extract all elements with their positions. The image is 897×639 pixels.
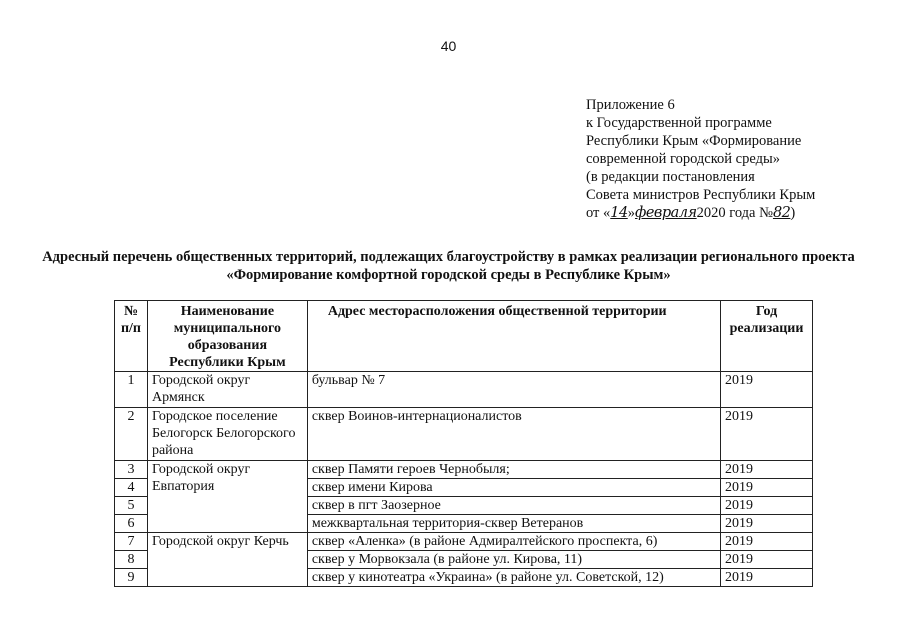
row-num: 5 xyxy=(115,497,148,515)
handwritten-number: 82 xyxy=(772,205,791,221)
row-year: 2019 xyxy=(721,515,813,533)
row-num: 1 xyxy=(115,372,148,408)
appendix-line: Совета министров Республики Крым xyxy=(586,187,816,203)
territories-table xyxy=(114,300,813,587)
header-municipality: Наименование муниципального образования Республики Крым xyxy=(147,301,307,372)
table-row xyxy=(115,408,813,461)
row-num: 8 xyxy=(115,551,148,569)
row-address: межквартальная территория-сквер Ветеранов xyxy=(307,515,720,533)
row-num: 4 xyxy=(115,479,148,497)
row-num: 3 xyxy=(115,461,148,479)
row-year: 2019 xyxy=(721,479,813,497)
row-address: сквер Воинов-интернационалистов xyxy=(307,408,720,461)
appendix-line: (в редакции постановления xyxy=(586,169,755,185)
document-title: Адресный перечень общественных территорий, подлежащих благоустройству в рамках реализации регионального проекта «Формирование комфортной городской среды в Республике Крым» xyxy=(42,249,855,283)
header-address: Адрес месторасположения общественной территории xyxy=(307,301,720,372)
handwritten-month: февраля xyxy=(634,205,697,221)
row-address: бульвар № 7 xyxy=(307,372,720,408)
date-year: 2020 года № xyxy=(696,205,773,221)
row-num: 9 xyxy=(115,569,148,587)
row-address: сквер имени Кирова xyxy=(307,479,720,497)
table-row xyxy=(115,461,813,479)
row-address: сквер Памяти героев Чернобыля; xyxy=(307,461,720,479)
date-day-close: » xyxy=(627,205,635,221)
appendix-date-line xyxy=(586,204,886,222)
row-year: 2019 xyxy=(721,372,813,408)
appendix-line: Приложение 6 xyxy=(586,97,675,113)
row-year: 2019 xyxy=(721,408,813,461)
row-municipality: Городской округ Армянск xyxy=(147,372,307,408)
header-num: № п/п xyxy=(115,301,148,372)
row-municipality: Городской округ Евпатория xyxy=(147,461,307,533)
appendix-line: к Государственной программе xyxy=(586,115,772,131)
row-year: 2019 xyxy=(721,551,813,569)
table-row xyxy=(115,533,813,551)
row-address: сквер у кинотеатра «Украина» (в районе ул. Советской, 12) xyxy=(307,569,720,587)
table-row xyxy=(115,372,813,408)
row-address: сквер «Аленка» (в районе Адмиралтейского проспекта, 6) xyxy=(307,533,720,551)
header-year: Год реализации xyxy=(721,301,813,372)
handwritten-day: 14 xyxy=(610,205,628,221)
row-num: 7 xyxy=(115,533,148,551)
row-num: 6 xyxy=(115,515,148,533)
appendix-line: современной городской среды» xyxy=(586,151,780,167)
date-prefix: от « xyxy=(586,205,611,221)
table-header-row xyxy=(115,301,813,372)
row-num: 2 xyxy=(115,408,148,461)
appendix-line: Республики Крым «Формирование xyxy=(586,133,802,149)
row-municipality: Городской округ Керчь xyxy=(147,533,307,587)
closing-paren: ) xyxy=(790,205,796,221)
page-number: 40 xyxy=(440,38,457,54)
row-address: сквер у Морвокзала (в районе ул. Кирова, 11) xyxy=(307,551,720,569)
appendix-block xyxy=(586,96,886,222)
row-year: 2019 xyxy=(721,461,813,479)
row-year: 2019 xyxy=(721,569,813,587)
row-municipality: Городское поселение Белогорск Белогорского района xyxy=(147,408,307,461)
row-address: сквер в пгт Заозерное xyxy=(307,497,720,515)
row-year: 2019 xyxy=(721,533,813,551)
row-year: 2019 xyxy=(721,497,813,515)
